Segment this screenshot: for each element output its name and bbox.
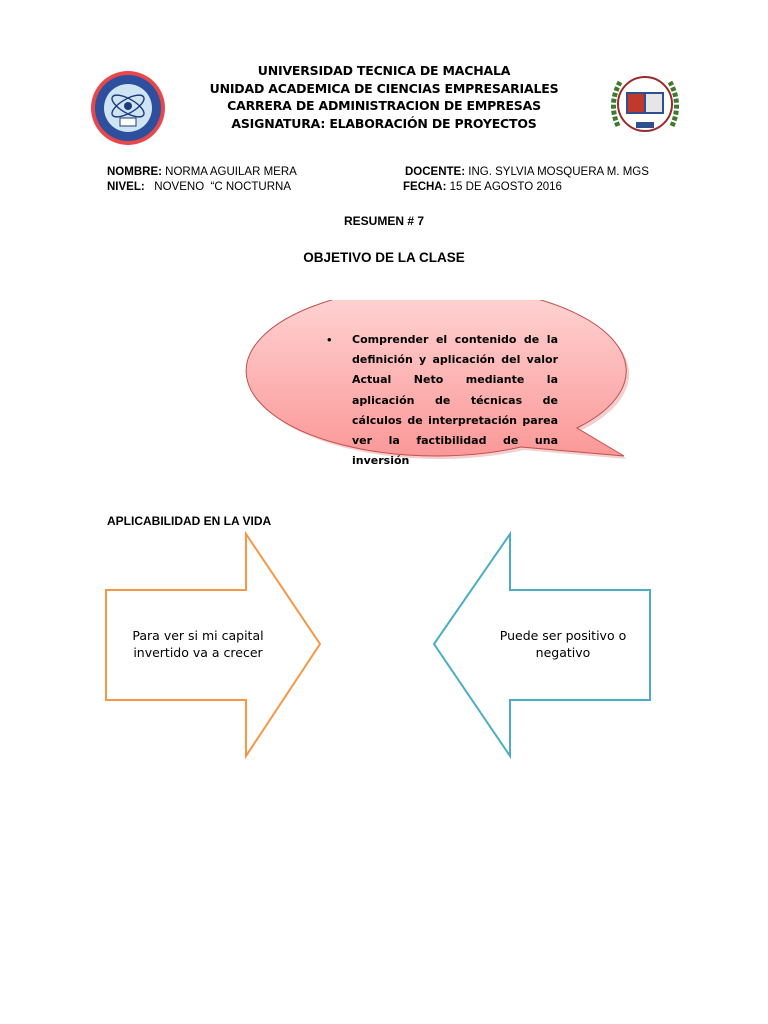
header-academic-unit: UNIDAD ACADEMICA DE CIENCIAS EMPRESARIALES — [209, 81, 559, 96]
academic-unit-logo-right — [604, 64, 686, 146]
objetivo-title: OBJETIVO DE LA CLASE — [303, 250, 465, 265]
student-name — [107, 166, 297, 178]
resumen-title: RESUMEN # 7 — [343, 214, 425, 228]
arrow-left-text: Para ver si mi capital invertido va a crecer — [132, 628, 264, 660]
docente-label: DOCENTE: — [405, 166, 466, 178]
nombre-value: NORMA AGUILAR MERA — [165, 166, 297, 178]
arrow-right-text: Puede ser positivo o negativo — [499, 628, 627, 660]
bullet-dot: • — [327, 332, 332, 347]
objetivo-bullet-text: Comprender el contenido de la definición y aplicación del valor Actual Neto mediante la aplicación de técnicas de cálculos de interpretación parea ver la factibilidad de una inversión — [352, 333, 558, 468]
aplicabilidad-title: APLICABILIDAD EN LA VIDA — [107, 514, 272, 528]
university-logo-left — [90, 70, 166, 146]
fecha-label: FECHA: — [403, 181, 447, 193]
nivel-label: NIVEL: — [107, 181, 145, 193]
date — [403, 181, 562, 193]
header-career: CARRERA DE ADMINISTRACION DE EMPRESAS — [227, 98, 541, 113]
fecha-value: 15 DE AGOSTO 2016 — [449, 181, 562, 193]
nivel-value: NOVENO “C NOCTURNA — [154, 181, 292, 193]
teacher — [405, 166, 649, 178]
header-university: UNIVERSIDAD TECNICA DE MACHALA — [257, 63, 511, 78]
header-subject: ASIGNATURA: ELABORACIÓN DE PROYECTOS — [231, 116, 537, 131]
student-level — [107, 181, 291, 193]
nombre-label: NOMBRE: — [107, 166, 162, 178]
docente-value: ING. SYLVIA MOSQUERA M. MGS — [468, 166, 649, 178]
